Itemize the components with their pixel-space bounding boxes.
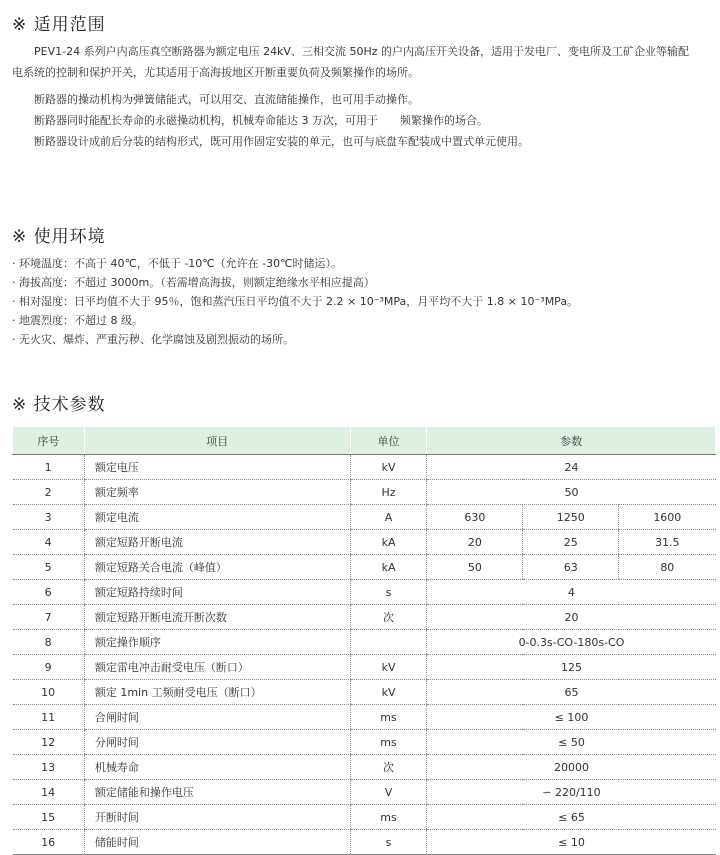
row-number: 13 bbox=[13, 755, 85, 780]
unit: ms bbox=[350, 705, 427, 730]
column-header-unit: 单位 bbox=[350, 427, 427, 455]
param-value: 0-0.3s-CO-180s-CO bbox=[427, 630, 716, 655]
item-name: 分闸时间 bbox=[84, 730, 350, 755]
table-row bbox=[13, 755, 716, 780]
item-name: 额定操作顺序 bbox=[84, 630, 350, 655]
list-item: · 无火灾、爆炸、严重污秽、化学腐蚀及剧烈振动的场所。 bbox=[12, 330, 716, 349]
column-header-no: 序号 bbox=[13, 427, 85, 455]
table-row bbox=[13, 780, 716, 805]
table-row bbox=[13, 805, 716, 830]
row-number: 11 bbox=[13, 705, 85, 730]
param-value: 20 bbox=[427, 605, 716, 630]
unit: A bbox=[350, 505, 427, 530]
item-name: 额定短路开断电流开断次数 bbox=[84, 605, 350, 630]
item-name: 额定储能和操作电压 bbox=[84, 780, 350, 805]
column-header-params: 参数 bbox=[427, 427, 716, 455]
table-row bbox=[13, 480, 716, 505]
unit: kV bbox=[350, 655, 427, 680]
table-row bbox=[13, 555, 716, 580]
unit: 次 bbox=[350, 605, 427, 630]
item-name: 额定短路持续时间 bbox=[84, 580, 350, 605]
row-number: 5 bbox=[13, 555, 85, 580]
table-row bbox=[13, 680, 716, 705]
table-row bbox=[13, 530, 716, 555]
table-body bbox=[13, 455, 716, 855]
param-value: 630 bbox=[427, 505, 523, 530]
scope-paragraph: 断路器的操动机构为弹簧储能式，可以用交、直流储能操作，也可用手动操作。 bbox=[34, 93, 419, 106]
row-number: 2 bbox=[13, 480, 85, 505]
row-number: 1 bbox=[13, 455, 85, 480]
unit: V bbox=[350, 780, 427, 805]
table-row bbox=[13, 705, 716, 730]
unit: kA bbox=[350, 530, 427, 555]
unit: kA bbox=[350, 555, 427, 580]
item-name: 额定 1min 工频耐受电压（断口） bbox=[84, 680, 350, 705]
column-header-item: 项目 bbox=[84, 427, 350, 455]
row-number: 15 bbox=[13, 805, 85, 830]
unit: kV bbox=[350, 455, 427, 480]
row-number: 6 bbox=[13, 580, 85, 605]
item-name: 额定短路开断电流 bbox=[84, 530, 350, 555]
unit: Hz bbox=[350, 480, 427, 505]
param-value: 25 bbox=[523, 530, 619, 555]
scope-text bbox=[12, 41, 716, 152]
table-row bbox=[13, 655, 716, 680]
unit: s bbox=[350, 830, 427, 855]
param-value: 4 bbox=[427, 580, 716, 605]
param-value: ≤ 65 bbox=[427, 805, 716, 830]
unit: ms bbox=[350, 805, 427, 830]
table-row bbox=[13, 455, 716, 480]
environment-heading: ※ 使用环境 bbox=[12, 227, 106, 247]
table-row bbox=[13, 630, 716, 655]
item-name: 储能时间 bbox=[84, 830, 350, 855]
param-value: 125 bbox=[427, 655, 716, 680]
param-value: ≤ 100 bbox=[427, 705, 716, 730]
list-item: · 相对湿度：日平均值不大于 95％，饱和蒸汽压日平均值不大于 2.2 × 10⁻³MPa，月平均不大于 1.8 × 10⁻³MPa。 bbox=[12, 292, 716, 311]
unit: 次 bbox=[350, 755, 427, 780]
table-row bbox=[13, 830, 716, 855]
param-value: 50 bbox=[427, 480, 716, 505]
environment-list bbox=[12, 254, 716, 349]
list-item: · 地震烈度：不超过 8 级。 bbox=[12, 311, 716, 330]
param-value: 50 bbox=[427, 555, 523, 580]
row-number: 10 bbox=[13, 680, 85, 705]
row-number: 12 bbox=[13, 730, 85, 755]
param-value: 1250 bbox=[523, 505, 619, 530]
unit: s bbox=[350, 580, 427, 605]
item-name: 额定电压 bbox=[84, 455, 350, 480]
param-value: 24 bbox=[427, 455, 716, 480]
unit bbox=[350, 630, 427, 655]
param-value: ≤ 10 bbox=[427, 830, 716, 855]
scope-paragraph: PEV1-24 系列户内高压真空断路器为额定电压 24kV、三相交流 50Hz 的户内高压开关设备，适用于发电厂、变电所及工矿企业等输配 bbox=[34, 45, 689, 58]
table-row bbox=[13, 580, 716, 605]
technical-heading: ※ 技术参数 bbox=[12, 395, 106, 415]
item-name: 额定雷电冲击耐受电压（断口） bbox=[84, 655, 350, 680]
list-item: · 环境温度：不高于 40℃，不低于 -10℃（允许在 -30℃时储运）。 bbox=[12, 254, 716, 273]
row-number: 8 bbox=[13, 630, 85, 655]
param-value: 63 bbox=[523, 555, 619, 580]
param-value: 31.5 bbox=[619, 530, 716, 555]
table-row bbox=[13, 605, 716, 630]
param-value: 65 bbox=[427, 680, 716, 705]
row-number: 14 bbox=[13, 780, 85, 805]
item-name: 额定短路关合电流（峰值） bbox=[84, 555, 350, 580]
item-name: 开断时间 bbox=[84, 805, 350, 830]
scope-paragraph: 断路器同时能配长寿命的永磁操动机构，机械寿命能达 3 万次，可用于 频繁操作的场合。 bbox=[34, 114, 488, 127]
item-name: 合闸时间 bbox=[84, 705, 350, 730]
param-value: 1600 bbox=[619, 505, 716, 530]
item-name: 额定电流 bbox=[84, 505, 350, 530]
table-row bbox=[13, 505, 716, 530]
row-number: 3 bbox=[13, 505, 85, 530]
row-number: 16 bbox=[13, 830, 85, 855]
row-number: 4 bbox=[13, 530, 85, 555]
param-value: ∽ 220/110 bbox=[427, 780, 716, 805]
param-value: ≤ 50 bbox=[427, 730, 716, 755]
item-name: 机械寿命 bbox=[84, 755, 350, 780]
param-value: 20000 bbox=[427, 755, 716, 780]
list-item: · 海拔高度：不超过 3000m。（若需增高海拔，则额定绝缘水平相应提高） bbox=[12, 273, 716, 292]
row-number: 7 bbox=[13, 605, 85, 630]
unit: kV bbox=[350, 680, 427, 705]
scope-paragraph: 电系统的控制和保护开关，尤其适用于高海拔地区开断重要负荷及频繁操作的场所。 bbox=[12, 66, 419, 79]
item-name: 额定频率 bbox=[84, 480, 350, 505]
param-value: 80 bbox=[619, 555, 716, 580]
row-number: 9 bbox=[13, 655, 85, 680]
scope-heading: ※ 适用范围 bbox=[12, 15, 106, 35]
param-value: 20 bbox=[427, 530, 523, 555]
table-row bbox=[13, 730, 716, 755]
table-header-row bbox=[13, 427, 716, 455]
parameters-table bbox=[12, 427, 716, 855]
unit: ms bbox=[350, 730, 427, 755]
scope-paragraph: 断路器设计成前后分装的结构形式，既可用作固定安装的单元，也可与底盘车配装成中置式单元使用。 bbox=[34, 135, 529, 148]
